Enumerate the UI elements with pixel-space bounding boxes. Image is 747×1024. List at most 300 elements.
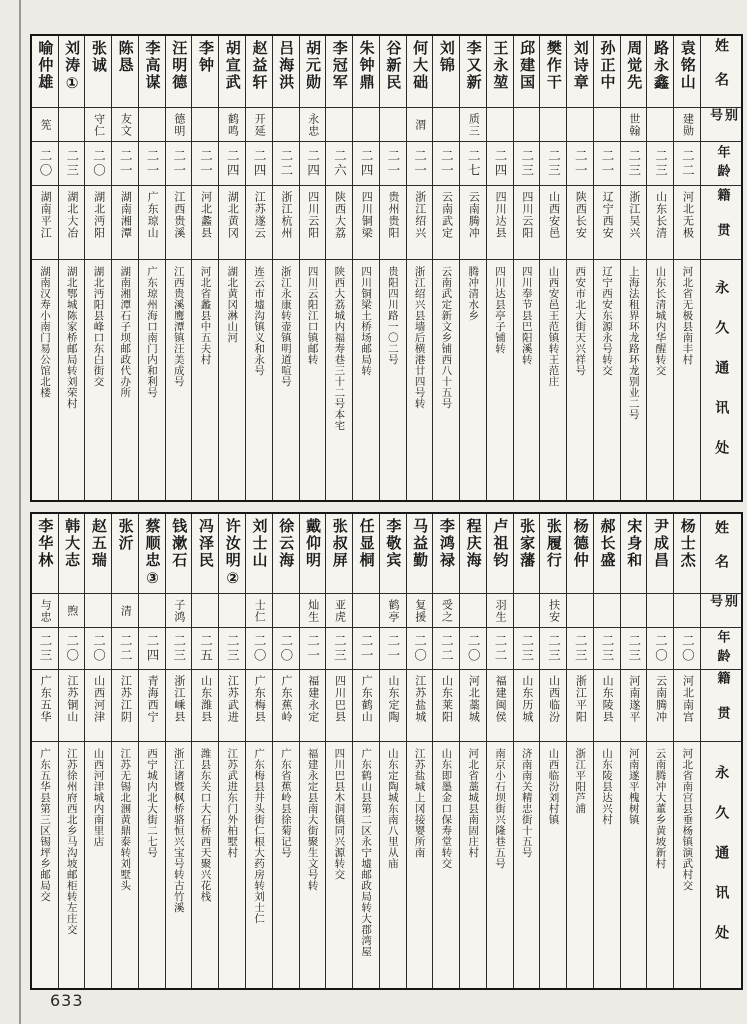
age-cell: 二一 [380, 142, 406, 186]
scan-edge-line [19, 0, 21, 1024]
age-cell: 二一 [594, 142, 620, 186]
address-cell: 河北省藁城县南固庄村 [467, 748, 480, 858]
person-column [273, 514, 300, 988]
person-column [326, 36, 353, 500]
address-cell: 辽宁西安东源永号转交 [601, 266, 614, 376]
age-cell: 二〇 [246, 628, 272, 670]
age-cell: 二六 [326, 142, 352, 186]
age-cell: 二四 [246, 142, 272, 186]
header-address: 永久通讯处 [713, 280, 730, 480]
alias-cell: 灿生 [300, 594, 326, 628]
address-cell: 陕西大荔城内福寿巷三十二号本宅 [333, 266, 346, 431]
person-column [674, 514, 701, 988]
alias-cell [621, 594, 647, 628]
person-column [112, 514, 139, 988]
address-cell: 广东省蕉岭县徐菊记号 [279, 748, 292, 858]
native-cell: 浙江嵊县 [166, 670, 192, 742]
person-column [166, 36, 193, 500]
native-cell: 山东长清 [647, 186, 673, 260]
address-cell: 浙江永康转壶镇明道喧号 [279, 266, 292, 387]
address-cell: 河北省无极县南丰村 [681, 266, 694, 365]
age-cell: 二一 [139, 142, 165, 186]
name-cell: 樊作干 [540, 36, 566, 108]
roster-table-top [30, 34, 743, 502]
person-column [353, 36, 380, 500]
age-cell: 二三 [647, 142, 673, 186]
header-native: 籍贯 [701, 670, 741, 742]
age-cell: 二〇 [407, 628, 433, 670]
person-column [647, 36, 674, 500]
alias-cell [674, 594, 700, 628]
name-cell: 路永鑫 [647, 36, 673, 108]
alias-cell [192, 594, 218, 628]
age-cell: 二一 [192, 142, 218, 186]
age-cell: 二三 [326, 628, 352, 670]
age-cell: 二二 [487, 628, 513, 670]
alias-cell [594, 108, 620, 142]
native-cell: 广东琼山 [139, 186, 165, 260]
name-cell: 卢祖钧 [487, 514, 513, 594]
header-address: 永久通讯处 [713, 765, 730, 965]
address-cell: 山西河津城内南里店 [92, 748, 105, 847]
person-column [85, 36, 112, 500]
person-column [246, 514, 273, 988]
address-cell: 河南遂平槐树镇 [627, 748, 640, 825]
address-cell: 山西安邑王范镇转王范庄 [547, 266, 560, 387]
alias-cell [567, 594, 593, 628]
address-cell: 四川奉节县巴阳溪转 [520, 266, 533, 365]
person-column [85, 514, 112, 988]
person-column [433, 514, 460, 988]
age-cell: 二二 [273, 142, 299, 186]
address-cell: 浙江绍兴县墙后横港廿四号转 [413, 266, 426, 409]
alias-cell [567, 108, 593, 142]
name-cell: 李钟 [192, 36, 218, 108]
age-cell: 二一 [300, 628, 326, 670]
roster-table-bottom [30, 512, 743, 990]
native-cell: 山东莱阳 [433, 670, 459, 742]
name-cell: 许汝明② [219, 514, 245, 594]
name-cell: 赵益轩 [246, 36, 272, 108]
alias-cell [460, 594, 486, 628]
address-cell: 山东定陶城东南八里从庙 [386, 748, 399, 869]
native-cell: 青海西宁 [139, 670, 165, 742]
age-cell: 二三 [514, 142, 540, 186]
person-column [246, 36, 273, 500]
person-column [353, 514, 380, 988]
name-cell: 汪明德 [166, 36, 192, 108]
address-cell: 山东长清城内华醒转交 [654, 266, 667, 376]
alias-cell: 子鸿 [166, 594, 192, 628]
native-cell: 辽宁西安 [594, 186, 620, 260]
alias-cell [647, 594, 673, 628]
address-cell: 四川巴县木洞镇同兴源转交 [333, 748, 346, 880]
alias-cell [353, 108, 379, 142]
address-cell: 广东鹤山县第二区永宁墟邮政局转大郡湾屋 [360, 748, 373, 957]
person-column [460, 514, 487, 988]
age-cell: 二〇 [32, 142, 58, 186]
native-cell: 陕西大荔 [326, 186, 352, 260]
alias-cell [139, 594, 165, 628]
name-cell: 喻仲雄 [32, 36, 58, 108]
native-cell: 湖南湘潭 [112, 186, 138, 260]
native-cell: 湖北黄冈 [219, 186, 245, 260]
name-cell: 袁铭山 [674, 36, 700, 108]
name-cell: 冯泽民 [192, 514, 218, 594]
native-cell: 广东蕉岭 [273, 670, 299, 742]
address-cell: 江苏徐州府西北乡马沟坡邮柜转左庄交 [65, 748, 78, 935]
address-cell: 福建永定县南大街聚生文号转 [306, 748, 319, 891]
alias-cell [540, 108, 566, 142]
address-cell: 西宁城内北大街二七号 [146, 748, 158, 858]
name-cell: 程庆海 [460, 514, 486, 594]
native-cell: 浙江杭州 [273, 186, 299, 260]
alias-cell [326, 108, 352, 142]
header-column [701, 514, 741, 988]
name-cell: 张叔屏 [326, 514, 352, 594]
age-cell: 二四 [219, 142, 245, 186]
alias-cell: 渭 [407, 108, 433, 142]
age-cell: 二〇 [460, 628, 486, 670]
person-column [621, 36, 648, 500]
native-cell: 江苏遂云 [246, 186, 272, 260]
alias-cell [273, 108, 299, 142]
header-alias: 别号 [701, 594, 741, 628]
age-cell: 二二 [433, 628, 459, 670]
address-cell: 四川云阳江口镇邮转 [306, 266, 319, 365]
address-cell: 西安市北大街天兴祥号 [574, 266, 587, 376]
person-column [380, 36, 407, 500]
address-cell: 腾冲清水乡 [467, 266, 480, 321]
name-cell: 宋身和 [621, 514, 647, 594]
alias-cell: 质三 [460, 108, 486, 142]
name-cell: 李又新 [460, 36, 486, 108]
person-column [407, 36, 434, 500]
alias-cell: 亚虎 [326, 594, 352, 628]
person-column [32, 514, 59, 988]
name-cell: 尹成昌 [647, 514, 673, 594]
alias-cell [514, 108, 540, 142]
alias-cell [514, 594, 540, 628]
name-cell: 吕海洪 [273, 36, 299, 108]
address-cell: 河北省蠡县中五夫村 [199, 266, 212, 365]
native-cell: 河北南宫 [674, 670, 700, 742]
name-cell: 胡宣武 [219, 36, 245, 108]
name-cell: 张履行 [540, 514, 566, 594]
address-cell: 山东即墨金口保寿堂转交 [440, 748, 453, 869]
age-cell: 二〇 [674, 628, 700, 670]
name-cell: 周觉先 [621, 36, 647, 108]
alias-cell: 守仁 [85, 108, 111, 142]
alias-cell: 复援 [407, 594, 433, 628]
person-column [487, 36, 514, 500]
name-cell: 徐云海 [273, 514, 299, 594]
person-column [112, 36, 139, 500]
name-cell: 张沂 [112, 514, 138, 594]
age-cell: 二〇 [273, 628, 299, 670]
name-cell: 杨士杰 [674, 514, 700, 594]
header-age: 年龄 [701, 142, 741, 186]
native-cell: 江西贵溪 [166, 186, 192, 260]
age-cell: 二四 [353, 142, 379, 186]
age-cell: 二五 [192, 628, 218, 670]
person-column [460, 36, 487, 500]
person-column [594, 36, 621, 500]
person-column [59, 514, 86, 988]
address-cell: 四川铜梁土桥场邮局转 [360, 266, 373, 376]
name-cell: 刘士山 [246, 514, 272, 594]
person-column [594, 514, 621, 988]
person-column [326, 514, 353, 988]
person-column [219, 514, 246, 988]
native-cell: 四川巴县 [326, 670, 352, 742]
address-cell: 江苏盐城上冈接婴所南 [413, 748, 426, 858]
age-cell: 二四 [300, 142, 326, 186]
age-cell: 二三 [621, 142, 647, 186]
name-cell: 赵五瑞 [85, 514, 111, 594]
person-column [219, 36, 246, 500]
address-cell: 湖北黄冈淋山河 [226, 266, 239, 343]
native-cell: 云南腾冲 [647, 670, 673, 742]
name-cell: 李鸿禄 [433, 514, 459, 594]
age-cell: 二三 [594, 628, 620, 670]
address-cell: 湖北沔阳县峰口东白街交 [92, 266, 105, 387]
address-cell: 广东五华县第三区锡坪乡邮局交 [38, 748, 51, 902]
name-cell: 李高谋 [139, 36, 165, 108]
person-column [166, 514, 193, 988]
alias-cell: 煦 [59, 594, 85, 628]
header-native: 籍贯 [701, 186, 741, 260]
address-cell: 云南腾冲大董乡黄坡新村 [654, 748, 667, 869]
alias-cell: 士仁 [246, 594, 272, 628]
alias-cell [433, 108, 459, 142]
address-cell: 山西临汾刘村镇 [547, 748, 560, 825]
age-cell: 二四 [487, 142, 513, 186]
age-cell: 二三 [540, 628, 566, 670]
alias-cell [273, 594, 299, 628]
alias-cell [594, 594, 620, 628]
alias-cell: 建勋 [674, 108, 700, 142]
name-cell: 刘锦 [433, 36, 459, 108]
address-cell: 南京小石坝街兴隆巷五号 [493, 748, 506, 869]
name-cell: 韩大志 [59, 514, 85, 594]
age-cell: 二一 [407, 142, 433, 186]
header-age: 年龄 [701, 628, 741, 670]
person-column [540, 514, 567, 988]
native-cell: 四川达县 [487, 186, 513, 260]
person-column [540, 36, 567, 500]
native-cell: 山西临汾 [540, 670, 566, 742]
native-cell: 河北蠡县 [192, 186, 218, 260]
alias-cell: 受之 [433, 594, 459, 628]
age-cell: 二七 [460, 142, 486, 186]
age-cell: 二三 [166, 628, 192, 670]
alias-cell [85, 594, 111, 628]
header-column [701, 36, 741, 500]
address-cell: 贵阳四川路一〇二号 [386, 266, 399, 365]
alias-cell: 筅 [32, 108, 58, 142]
alias-cell [647, 108, 673, 142]
address-cell: 湖南湘潭石子坝邮政代办所 [119, 266, 132, 398]
alias-cell: 永忠 [300, 108, 326, 142]
native-cell: 山东陵县 [594, 670, 620, 742]
name-cell: 孙正中 [594, 36, 620, 108]
alias-cell: 开延 [246, 108, 272, 142]
name-cell: 蔡顺忠③ [139, 514, 165, 594]
native-cell: 湖南平江 [32, 186, 58, 260]
name-cell: 胡元勋 [300, 36, 326, 108]
name-cell: 戴仰明 [300, 514, 326, 594]
address-cell: 江苏无锡北涠黄鼎泰转刘墅头 [119, 748, 132, 891]
name-cell: 何大础 [407, 36, 433, 108]
age-cell: 二一 [166, 142, 192, 186]
native-cell: 云南武定 [433, 186, 459, 260]
name-cell: 陈恳 [112, 36, 138, 108]
age-cell: 二三 [540, 142, 566, 186]
name-cell: 李华林 [32, 514, 58, 594]
alias-cell [59, 108, 85, 142]
person-column [32, 36, 59, 500]
native-cell: 四川云阳 [514, 186, 540, 260]
address-cell: 江苏武进东门外柏墅村 [226, 748, 239, 858]
age-cell: 二一 [112, 142, 138, 186]
header-name: 姓名 [701, 514, 741, 594]
age-cell: 二二 [112, 628, 138, 670]
native-cell: 福建永定 [300, 670, 326, 742]
person-column [621, 514, 648, 988]
age-cell: 二三 [59, 142, 85, 186]
name-cell: 刘涛① [59, 36, 85, 108]
name-cell: 马益勤 [407, 514, 433, 594]
native-cell: 江苏盐城 [407, 670, 433, 742]
age-cell: 二三 [567, 628, 593, 670]
address-cell: 湖北鄂城陈家桥邮局转刘荣村 [65, 266, 78, 409]
person-column [514, 36, 541, 500]
page-number: 633 [50, 991, 84, 1010]
age-cell: 二四 [139, 628, 165, 670]
alias-cell [219, 594, 245, 628]
address-cell: 广东琼州海口南门内和利号 [146, 266, 158, 398]
age-cell: 二〇 [85, 142, 111, 186]
address-cell: 湖南汉寿小南门易公馆北楼 [38, 266, 51, 398]
name-cell: 邱建国 [514, 36, 540, 108]
age-cell: 二三 [219, 628, 245, 670]
alias-cell [139, 108, 165, 142]
native-cell: 河北藁城 [460, 670, 486, 742]
native-cell: 湖北沔阳 [85, 186, 111, 260]
age-cell: 二一 [353, 628, 379, 670]
name-cell: 钱漱石 [166, 514, 192, 594]
alias-cell: 鹤亭 [380, 594, 406, 628]
native-cell: 贵州贵阳 [380, 186, 406, 260]
header-alias: 别号 [701, 108, 741, 142]
address-cell: 潍县东关口大石桥西天聚兴花栈 [199, 748, 212, 902]
person-column [674, 36, 701, 500]
address-cell: 广东梅县井头街仁根大药房转刘士仁 [253, 748, 266, 924]
native-cell: 浙江平阳 [567, 670, 593, 742]
address-cell: 云南武定新文乡铺西八十五号 [440, 266, 453, 409]
header-name: 姓名 [701, 36, 741, 108]
native-cell: 四川云阳 [300, 186, 326, 260]
person-column [300, 36, 327, 500]
age-cell: 二一 [380, 628, 406, 670]
alias-cell: 友文 [112, 108, 138, 142]
name-cell: 张家藩 [514, 514, 540, 594]
person-column [407, 514, 434, 988]
person-column [647, 514, 674, 988]
native-cell: 浙江吴兴 [621, 186, 647, 260]
native-cell: 江苏铜山 [59, 670, 85, 742]
age-cell: 二三 [621, 628, 647, 670]
native-cell: 山西河津 [85, 670, 111, 742]
alias-cell [380, 108, 406, 142]
person-column [192, 514, 219, 988]
age-cell: 二一 [433, 142, 459, 186]
address-cell: 浙江平阳芦浦 [574, 748, 587, 814]
age-cell: 二〇 [647, 628, 673, 670]
person-column [139, 36, 166, 500]
address-cell: 浙江诸暨枫桥骆恒兴宝号转古竹溪 [172, 748, 185, 913]
native-cell: 江苏江阴 [112, 670, 138, 742]
address-cell: 江西贵溪鹰潭镇汪美成号 [172, 266, 185, 387]
alias-cell [353, 594, 379, 628]
person-column [380, 514, 407, 988]
alias-cell: 与忠 [32, 594, 58, 628]
alias-cell: 扶安 [540, 594, 566, 628]
address-cell: 河北省南宫县垂杨镇演武村交 [681, 748, 694, 891]
address-cell: 上海法租界环龙路环龙别业二号 [627, 266, 640, 420]
address-cell: 山东陵县达兴村 [601, 748, 614, 825]
native-cell: 山东潍县 [192, 670, 218, 742]
name-cell: 任显桐 [353, 514, 379, 594]
native-cell: 山西安邑 [540, 186, 566, 260]
alias-cell: 世翰 [621, 108, 647, 142]
name-cell: 张诚 [85, 36, 111, 108]
alias-cell [192, 108, 218, 142]
alias-cell: 清 [112, 594, 138, 628]
person-column [59, 36, 86, 500]
person-column [300, 514, 327, 988]
alias-cell: 德明 [166, 108, 192, 142]
name-cell: 谷新民 [380, 36, 406, 108]
person-column [273, 36, 300, 500]
name-cell: 王永堃 [487, 36, 513, 108]
person-column [514, 514, 541, 988]
native-cell: 广东五华 [32, 670, 58, 742]
native-cell: 广东梅县 [246, 670, 272, 742]
name-cell: 李冠军 [326, 36, 352, 108]
native-cell: 广东鹤山 [353, 670, 379, 742]
age-cell: 二三 [32, 628, 58, 670]
name-cell: 郝长盛 [594, 514, 620, 594]
alias-cell: 羽生 [487, 594, 513, 628]
name-cell: 朱钟鼎 [353, 36, 379, 108]
age-cell: 二二 [674, 142, 700, 186]
age-cell: 二〇 [59, 628, 85, 670]
native-cell: 山东历城 [514, 670, 540, 742]
native-cell: 河北无极 [674, 186, 700, 260]
age-cell: 二三 [514, 628, 540, 670]
native-cell: 山东定陶 [380, 670, 406, 742]
alias-cell: 鹤鸣 [219, 108, 245, 142]
native-cell: 陕西长安 [567, 186, 593, 260]
person-column [487, 514, 514, 988]
native-cell: 云南腾冲 [460, 186, 486, 260]
person-column [433, 36, 460, 500]
name-cell: 杨德仲 [567, 514, 593, 594]
address-cell: 连云市墟沟镇义和永号 [253, 266, 266, 376]
person-column [139, 514, 166, 988]
